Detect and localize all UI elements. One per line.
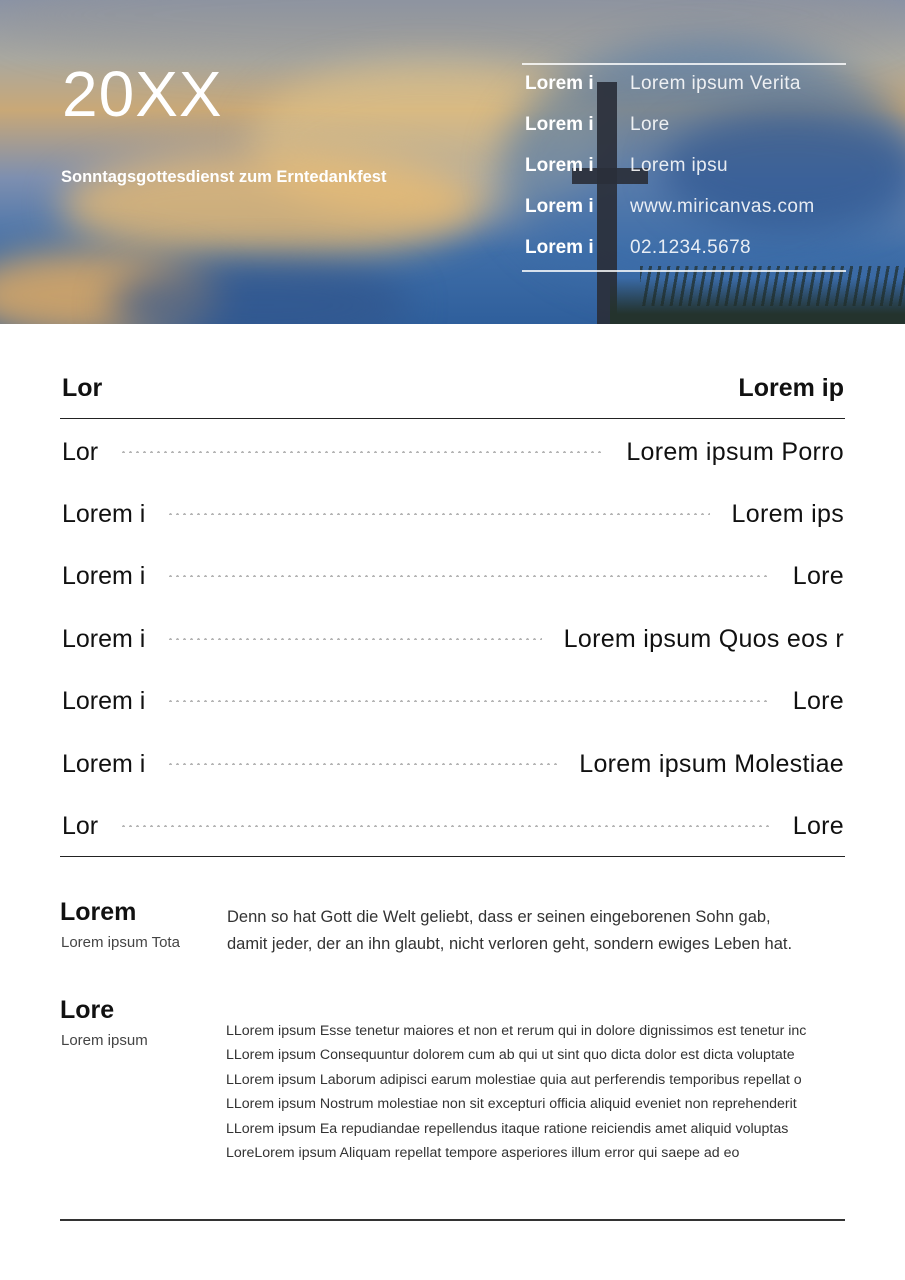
program-item-value: Lorem ipsum Quos eos r bbox=[563, 624, 844, 653]
program-item-value: Lorem ips bbox=[731, 499, 844, 528]
notes-line: LLorem ipsum Nostrum molestiae non sit excepturi officia aliquid eveniet non reprehenderit bbox=[226, 1096, 797, 1113]
event-subtitle: Sonntagsgottesdienst zum Erntedankfest bbox=[61, 168, 387, 186]
program-item-label: Lorem i bbox=[62, 749, 146, 778]
verse-line: Denn so hat Gott die Welt geliebt, dass er seinen eingeborenen Sohn gab, bbox=[227, 908, 771, 926]
program-item-value: Lore bbox=[792, 686, 844, 715]
dot-leader bbox=[167, 700, 770, 702]
dot-leader bbox=[167, 638, 541, 640]
notes-title: Lore bbox=[60, 996, 115, 1024]
grass-silhouette bbox=[610, 278, 905, 324]
notes-paragraph bbox=[226, 1019, 846, 1165]
program-item bbox=[62, 808, 844, 844]
phone-number: 02.1234.5678 bbox=[630, 237, 752, 258]
sunset-glow bbox=[60, 150, 480, 260]
dot-leader bbox=[167, 575, 770, 577]
info-row bbox=[525, 73, 845, 101]
program-item-value: Lore bbox=[792, 561, 844, 590]
dot-leader bbox=[167, 513, 709, 515]
info-row bbox=[525, 155, 845, 183]
info-value: Lorem ipsu bbox=[630, 155, 728, 176]
notes-subtitle: Lorem ipsum bbox=[61, 1032, 148, 1049]
divider bbox=[60, 418, 845, 419]
info-label: Lorem i bbox=[525, 237, 594, 258]
program-item-value: Lorem ipsum Porro bbox=[626, 437, 844, 466]
program-item-label: Lorem i bbox=[62, 686, 146, 715]
info-label: Lorem i bbox=[525, 155, 594, 176]
program-item bbox=[62, 621, 844, 657]
notes-line: LoreLorem ipsum Aliquam repellat tempore asperiores illum error qui saepe ad eo bbox=[226, 1145, 740, 1162]
website-link[interactable]: www.miricanvas.com bbox=[630, 196, 815, 217]
dot-leader bbox=[120, 825, 771, 827]
program-item bbox=[62, 683, 844, 719]
footer-divider bbox=[60, 1219, 845, 1221]
program-item bbox=[62, 496, 844, 532]
notes-line: LLorem ipsum Ea repudiandae repellendus itaque ratione reiciendis amet aliquid voluptas bbox=[226, 1120, 789, 1137]
verse-title: Lorem bbox=[60, 898, 137, 926]
year-title: 20XX bbox=[62, 58, 223, 130]
info-row bbox=[525, 114, 845, 142]
hero-banner-image bbox=[0, 0, 905, 324]
dot-leader bbox=[120, 451, 604, 453]
info-label: Lorem i bbox=[525, 73, 594, 94]
program-item-label: Lorem i bbox=[62, 499, 146, 528]
program-header bbox=[62, 374, 844, 404]
info-box bbox=[522, 63, 846, 272]
notes-line: LLorem ipsum Consequuntur dolorem cum ab qui ut sint quo dicta dolor est dicta voluptate bbox=[226, 1047, 795, 1064]
program-item bbox=[62, 558, 844, 594]
program-item-label: Lorem i bbox=[62, 561, 146, 590]
program-item-value: Lorem ipsum Molestiae bbox=[579, 749, 844, 778]
program-item-label: Lor bbox=[62, 811, 99, 840]
program-header-left: Lor bbox=[62, 374, 103, 402]
info-value: Lorem ipsum Verita bbox=[630, 73, 801, 94]
program-item-value: Lore bbox=[792, 811, 844, 840]
verse-subtitle: Lorem ipsum Tota bbox=[61, 934, 180, 951]
program-item bbox=[62, 434, 844, 470]
info-row bbox=[525, 196, 845, 224]
dot-leader bbox=[167, 763, 557, 765]
notes-line: LLorem ipsum Esse tenetur maiores et non et rerum qui in dolore dignissimos est tenetur inc bbox=[226, 1023, 807, 1039]
bible-verse bbox=[227, 904, 847, 958]
program-item-label: Lor bbox=[62, 437, 99, 466]
notes-line: LLorem ipsum Laborum adipisci earum molestiae quia aut perferendis temporibus repellat o bbox=[226, 1071, 802, 1088]
info-value: Lore bbox=[630, 114, 670, 135]
program-item-label: Lorem i bbox=[62, 624, 146, 653]
program-item bbox=[62, 746, 844, 782]
info-label: Lorem i bbox=[525, 196, 594, 217]
info-label: Lorem i bbox=[525, 114, 594, 135]
program-header-right: Lorem ip bbox=[738, 374, 844, 402]
verse-line: damit jeder, der an ihn glaubt, nicht verloren geht, sondern ewiges Leben hat. bbox=[227, 935, 793, 953]
divider bbox=[60, 856, 845, 857]
info-row bbox=[525, 237, 845, 265]
